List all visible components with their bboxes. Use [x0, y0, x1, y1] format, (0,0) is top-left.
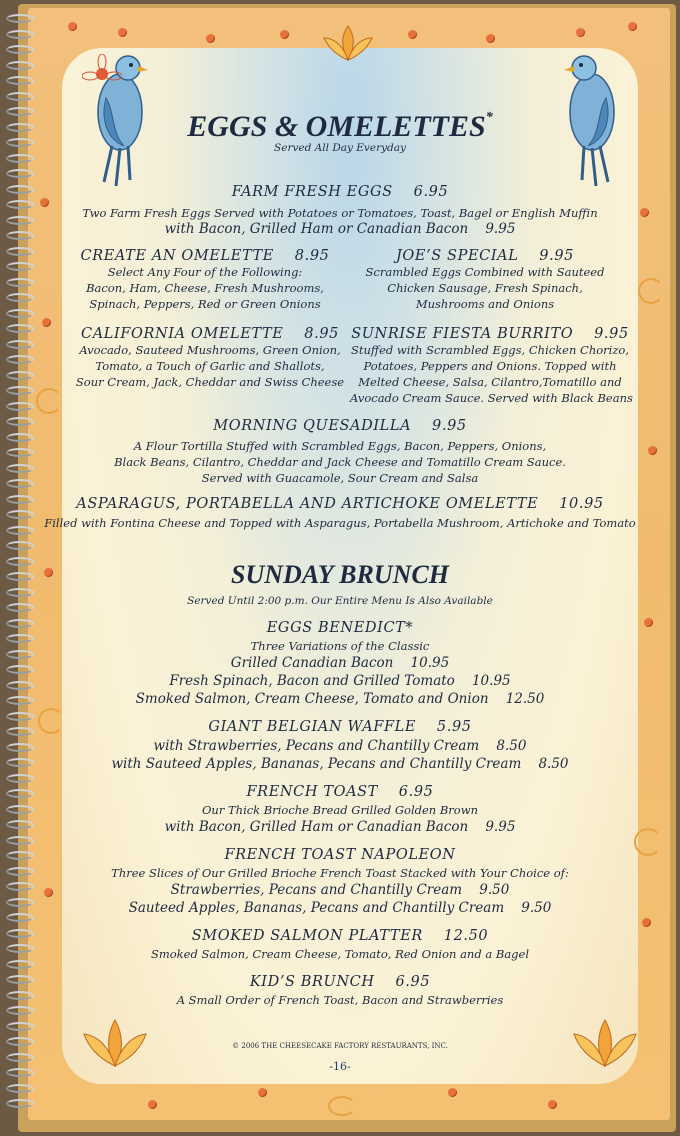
spiral-coil [6, 541, 34, 550]
salmon-desc: Smoked Salmon, Cream Cheese, Tomato, Red Onion and a Bagel [150, 947, 530, 961]
spiral-coil [6, 30, 34, 39]
border-swirl [36, 388, 62, 414]
spiral-coil [6, 293, 34, 302]
french-toast-napoleon-item: FRENCH TOAST NAPOLEON [224, 847, 456, 863]
quesadilla-desc-2: Black Beans, Cilantro, Cheddar and Jack Cheese and Tomatillo Cream Sauce. [114, 455, 566, 469]
sunrise-desc-4: Avocado Cream Sauce. Served with Black Beans [350, 391, 633, 405]
border-dot [206, 34, 215, 43]
spiral-coil [6, 262, 34, 271]
benedict-option-1: Grilled Canadian Bacon 10.95 [230, 655, 450, 671]
joes-special-item: JOE’S SPECIAL 9.95 Scrambled Eggs Combined with Sauteed Chicken Sausage, Fresh Spinach, Mushrooms and Onions [350, 248, 620, 312]
border-dot [408, 30, 417, 39]
spiral-coil [6, 1099, 34, 1108]
california-desc-2: Tomato, a Touch of Garlic and Shallots, [95, 359, 325, 373]
spiral-coil [6, 45, 34, 54]
farm-fresh-eggs-item: FARM FRESH EGGS 6.95 [231, 184, 449, 200]
spiral-coil [6, 836, 34, 845]
sunrise-burrito-item: SUNRISE FIESTA BURRITO 9.95 Stuffed with Scrambled Eggs, Chicken Chorizo, Potatoes, Peppers and Onions. Topped with Melted Cheese, Salsa, Cilantro,Tomatillo and Avocado Cream Sauce. Served with Black Beans [350, 326, 633, 405]
spiral-coil [6, 61, 34, 70]
create-omelette-desc-3: Spinach, Peppers, Red or Green Onions [89, 297, 321, 311]
sunrise-desc-1: Stuffed with Scrambled Eggs, Chicken Chorizo, [351, 343, 629, 357]
border-dot [628, 22, 637, 31]
border-dot [258, 1088, 267, 1097]
copyright: © 2006 THE CHEESECAKE FACTORY RESTAURANTS, INC. [232, 1042, 448, 1050]
border-dot [42, 318, 51, 327]
waffle-option-1: with Strawberries, Pecans and Chantilly Cream 8.50 [153, 738, 527, 754]
napoleon-option-1: Strawberries, Pecans and Chantilly Cream 9.50 [170, 882, 510, 898]
spiral-coil [6, 340, 34, 349]
spiral-coil [6, 1022, 34, 1031]
spiral-coil [6, 278, 34, 287]
spiral-coil [6, 774, 34, 783]
spiral-coil [6, 371, 34, 380]
kids-brunch-item: KID’S BRUNCH 6.95 [249, 974, 431, 990]
california-desc-3: Sour Cream, Jack, Cheddar and Swiss Cheese [75, 375, 345, 389]
belgian-waffle-item: GIANT BELGIAN WAFFLE 5.95 [208, 719, 472, 735]
spiral-coil [6, 92, 34, 101]
border-swirl [638, 278, 664, 304]
border-dot [148, 1100, 157, 1109]
smoked-salmon-platter-item: SMOKED SALMON PLATTER 12.50 [191, 928, 489, 944]
california-omelette-item: CALIFORNIA OMELETTE 8.95 Avocado, Sauteed Mushrooms, Green Onion, Tomato, a Touch of Garlic and Shallots, Sour Cream, Jack, Cheddar and Swiss Cheese [70, 326, 350, 390]
joes-special-desc-1: Scrambled Eggs Combined with Sauteed [365, 265, 605, 279]
quesadilla-desc-3: Served with Guacamole, Sour Cream and Salsa [201, 471, 479, 485]
spiral-coil [6, 324, 34, 333]
waffle-option-2: with Sauteed Apples, Bananas, Pecans and Chantilly Cream 8.50 [111, 756, 569, 772]
spiral-coil [6, 169, 34, 178]
brunch-subtitle: Served Until 2:00 p.m. Our Entire Menu Is Also Available [187, 595, 493, 607]
border-dot [576, 28, 585, 37]
spiral-coil [6, 402, 34, 411]
french-toast-item: FRENCH TOAST 6.95 [246, 784, 434, 800]
spiral-coil [6, 76, 34, 85]
eggs-benedict-item: EGGS BENEDICT* [266, 620, 414, 636]
quesadilla-desc-1: A Flour Tortilla Stuffed with Scrambled Eggs, Bacon, Peppers, Onions, [133, 439, 547, 453]
joes-special-desc-2: Chicken Sausage, Fresh Spinach, [387, 281, 583, 295]
napoleon-option-2: Sauteed Apples, Bananas, Pecans and Chantilly Cream 9.50 [128, 900, 552, 916]
create-omelette-desc-1: Select Any Four of the Following: [107, 265, 303, 279]
benedict-desc: Three Variations of the Classic [250, 639, 430, 653]
benedict-option-2: Fresh Spinach, Bacon and Grilled Tomato 10.95 [169, 673, 511, 689]
french-toast-option: with Bacon, Grilled Ham or Canadian Bacon 9.95 [164, 819, 516, 835]
morning-quesadilla-item: MORNING QUESADILLA 9.95 [213, 418, 467, 434]
asparagus-desc: Filled with Fontina Cheese and Topped with Asparagus, Portabella Mushroom, Artichoke and Tomato [44, 516, 636, 530]
border-dot [68, 22, 77, 31]
kids-brunch-desc: A Small Order of French Toast, Bacon and Strawberries [176, 993, 504, 1007]
create-omelette-desc-2: Bacon, Ham, Cheese, Fresh Mushrooms, [86, 281, 324, 295]
farm-fresh-eggs-option: with Bacon, Grilled Ham or Canadian Bacon 9.95 [164, 221, 516, 237]
eggs-title: EGGS & OMELETTES* [187, 110, 493, 143]
border-dot [642, 918, 651, 927]
sunrise-desc-2: Potatoes, Peppers and Onions. Topped with [363, 359, 617, 373]
border-dot [118, 28, 127, 37]
border-swirl [328, 1096, 356, 1116]
border-dot [280, 30, 289, 39]
page-number: -16- [329, 1060, 351, 1073]
french-toast-desc: Our Thick Brioche Bread Grilled Golden Brown [202, 803, 478, 817]
spiral-coil [6, 14, 34, 23]
eggs-subtitle: Served All Day Everyday [274, 142, 406, 154]
spiral-coil [6, 247, 34, 256]
spiral-coil [6, 309, 34, 318]
joes-special-desc-3: Mushrooms and Onions [415, 297, 555, 311]
benedict-option-3: Smoked Salmon, Cream Cheese, Tomato and Onion 12.50 [135, 691, 545, 707]
spiral-coil [6, 1084, 34, 1093]
border-dot [486, 34, 495, 43]
asparagus-omelette-item: ASPARAGUS, PORTABELLA AND ARTICHOKE OMELETTE 10.95 [76, 496, 604, 512]
sunrise-desc-3: Melted Cheese, Salsa, Cilantro,Tomatillo and [358, 375, 622, 389]
flower-icon [82, 54, 122, 94]
spiral-coil [6, 355, 34, 364]
create-omelette-item: CREATE AN OMELETTE 8.95 Select Any Four of the Following: Bacon, Ham, Cheese, Fresh Mushrooms, Spinach, Peppers, Red or Green Onions [70, 248, 340, 312]
spiral-coil [6, 386, 34, 395]
brunch-title: SUNDAY BRUNCH [231, 560, 449, 589]
border-dot [548, 1100, 557, 1109]
california-desc-1: Avocado, Sauteed Mushrooms, Green Onion, [79, 343, 341, 357]
napoleon-desc: Three Slices of Our Grilled Brioche French Toast Stacked with Your Choice of: [111, 866, 569, 880]
spiral-coil [6, 154, 34, 163]
border-dot [448, 1088, 457, 1097]
lotus-flower-icon [318, 24, 378, 64]
farm-fresh-eggs-desc: Two Farm Fresh Eggs Served with Potatoes or Tomatoes, Toast, Bagel or English Muffin [82, 206, 598, 220]
